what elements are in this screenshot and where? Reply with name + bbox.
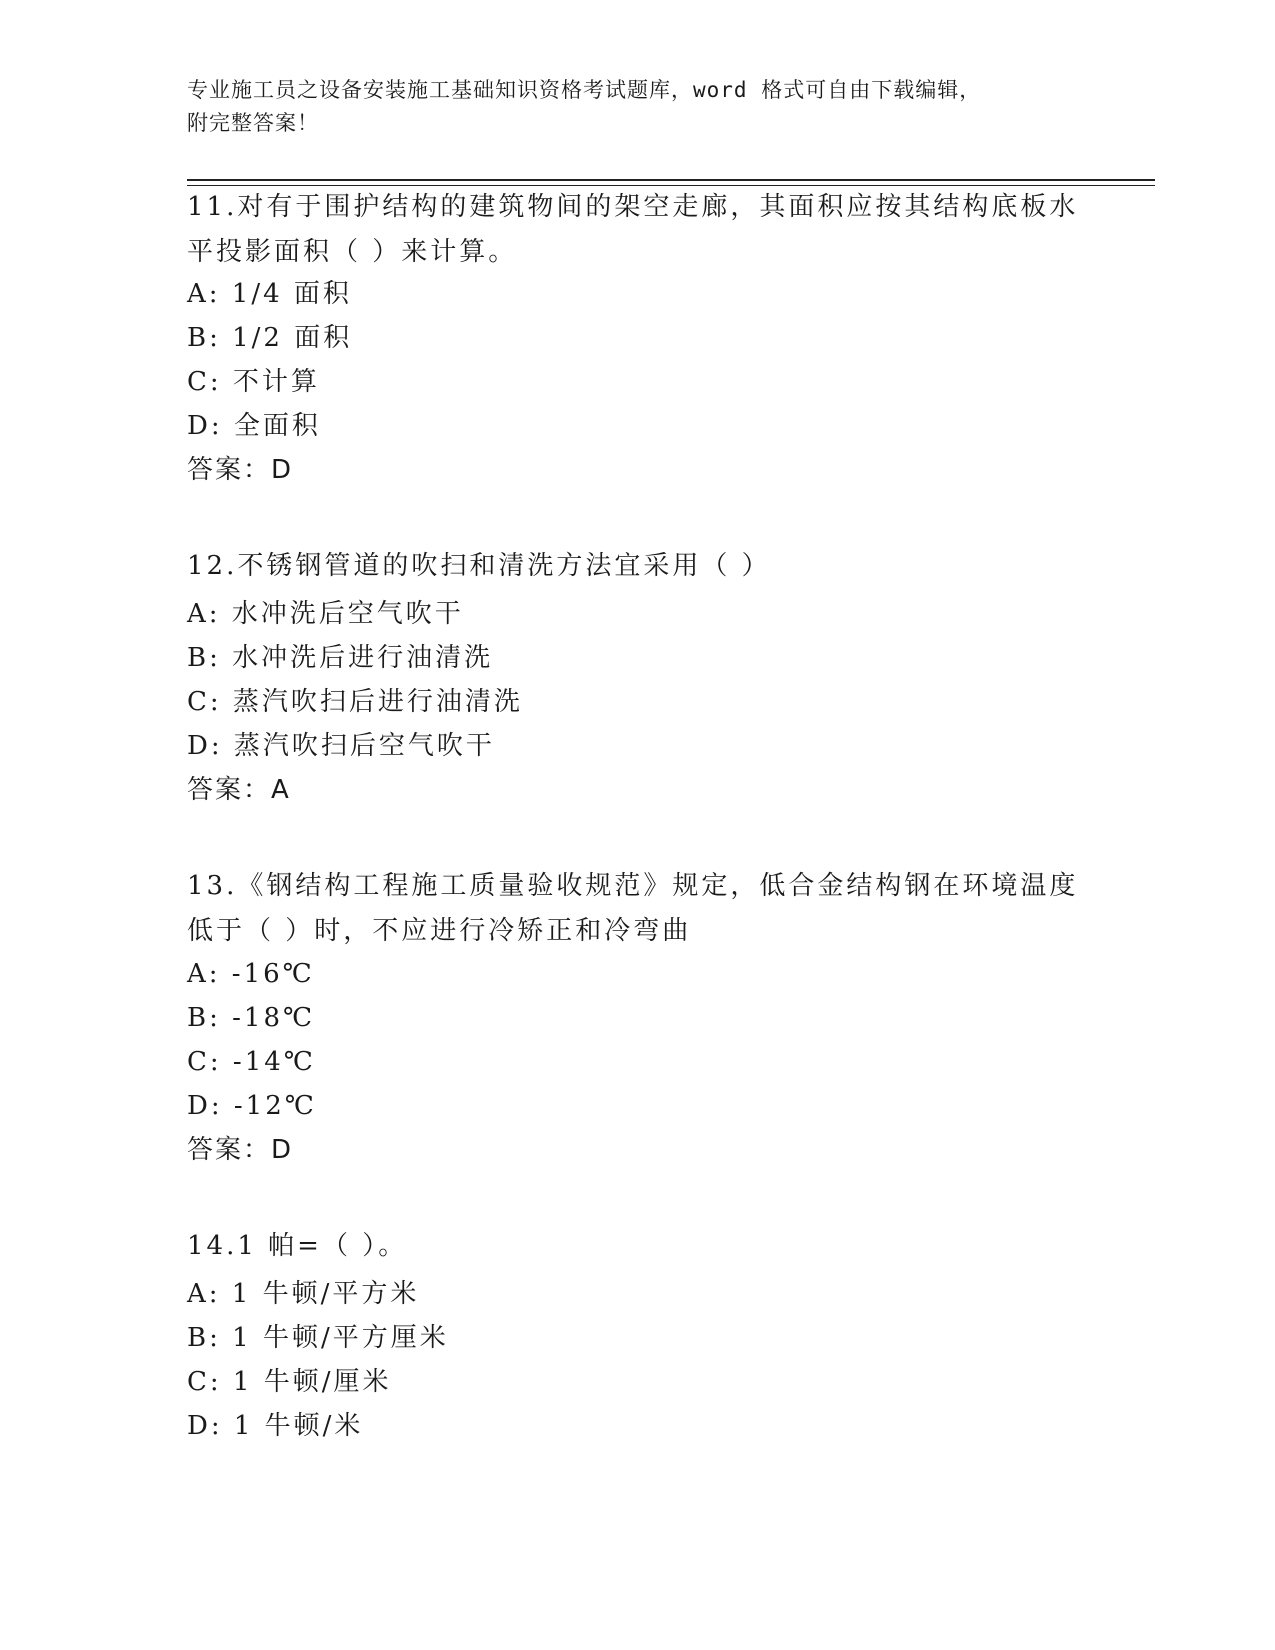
question-13-option-b: B: -18℃ — [187, 1003, 316, 1033]
question-13-option-a: A: -16℃ — [187, 959, 315, 989]
question-stem-line: 13.《钢结构工程施工质量验收规范》规定，低合金结构钢在环境温度 — [187, 871, 1079, 901]
question-stem-line: 12.不锈钢管道的吹扫和清洗方法宜采用（ ） — [187, 551, 771, 581]
question-12-option-d: D: 蒸汽吹扫后空气吹干 — [187, 731, 495, 761]
header-line-2: 附完整答案！ — [187, 111, 319, 135]
header-divider-thick — [187, 179, 1155, 181]
question-14-stem — [187, 1224, 1087, 1269]
question-14-option-d: D: 1 牛顿/米 — [187, 1411, 364, 1441]
question-11-option-d: D: 全面积 — [187, 411, 321, 441]
question-11-option-b: B: 1/2 面积 — [187, 323, 353, 353]
question-14-option-a: A: 1 牛顿/平方米 — [187, 1279, 420, 1309]
question-11-option-c: C: 不计算 — [187, 367, 320, 397]
question-13-stem — [187, 864, 1087, 954]
question-13-option-d: D: -12℃ — [187, 1091, 317, 1121]
question-12-option-b: B: 水冲洗后进行油清洗 — [187, 643, 494, 673]
document-header — [187, 74, 1067, 140]
question-14-option-b: B: 1 牛顿/平方厘米 — [187, 1323, 449, 1353]
question-14-option-c: C: 1 牛顿/厘米 — [187, 1367, 392, 1397]
question-11-option-a: A: 1/4 面积 — [187, 279, 352, 309]
question-12-option-c: C: 蒸汽吹扫后进行油清洗 — [187, 687, 523, 717]
question-11-stem — [187, 185, 1087, 275]
header-line-1: 专业施工员之设备安装施工基础知识资格考试题库，word 格式可自由下载编辑， — [187, 78, 982, 102]
question-stem-line: 11.对有于围护结构的建筑物间的架空走廊，其面积应按其结构底板水 — [187, 192, 1079, 222]
question-13-answer: 答案：D — [187, 1135, 294, 1165]
question-13-option-c: C: -14℃ — [187, 1047, 316, 1077]
question-12-stem — [187, 544, 1087, 589]
question-12-option-a: A: 水冲洗后空气吹干 — [187, 599, 464, 629]
question-11-answer: 答案：D — [187, 455, 294, 485]
question-stem-line: 低于（ ）时，不应进行冷矫正和冷弯曲 — [187, 916, 692, 946]
question-stem-line: 平投影面积（ ）来计算。 — [187, 237, 518, 267]
question-stem-line: 14.1 帕=（ ）。 — [187, 1231, 408, 1261]
question-12-answer: 答案：A — [187, 775, 291, 805]
